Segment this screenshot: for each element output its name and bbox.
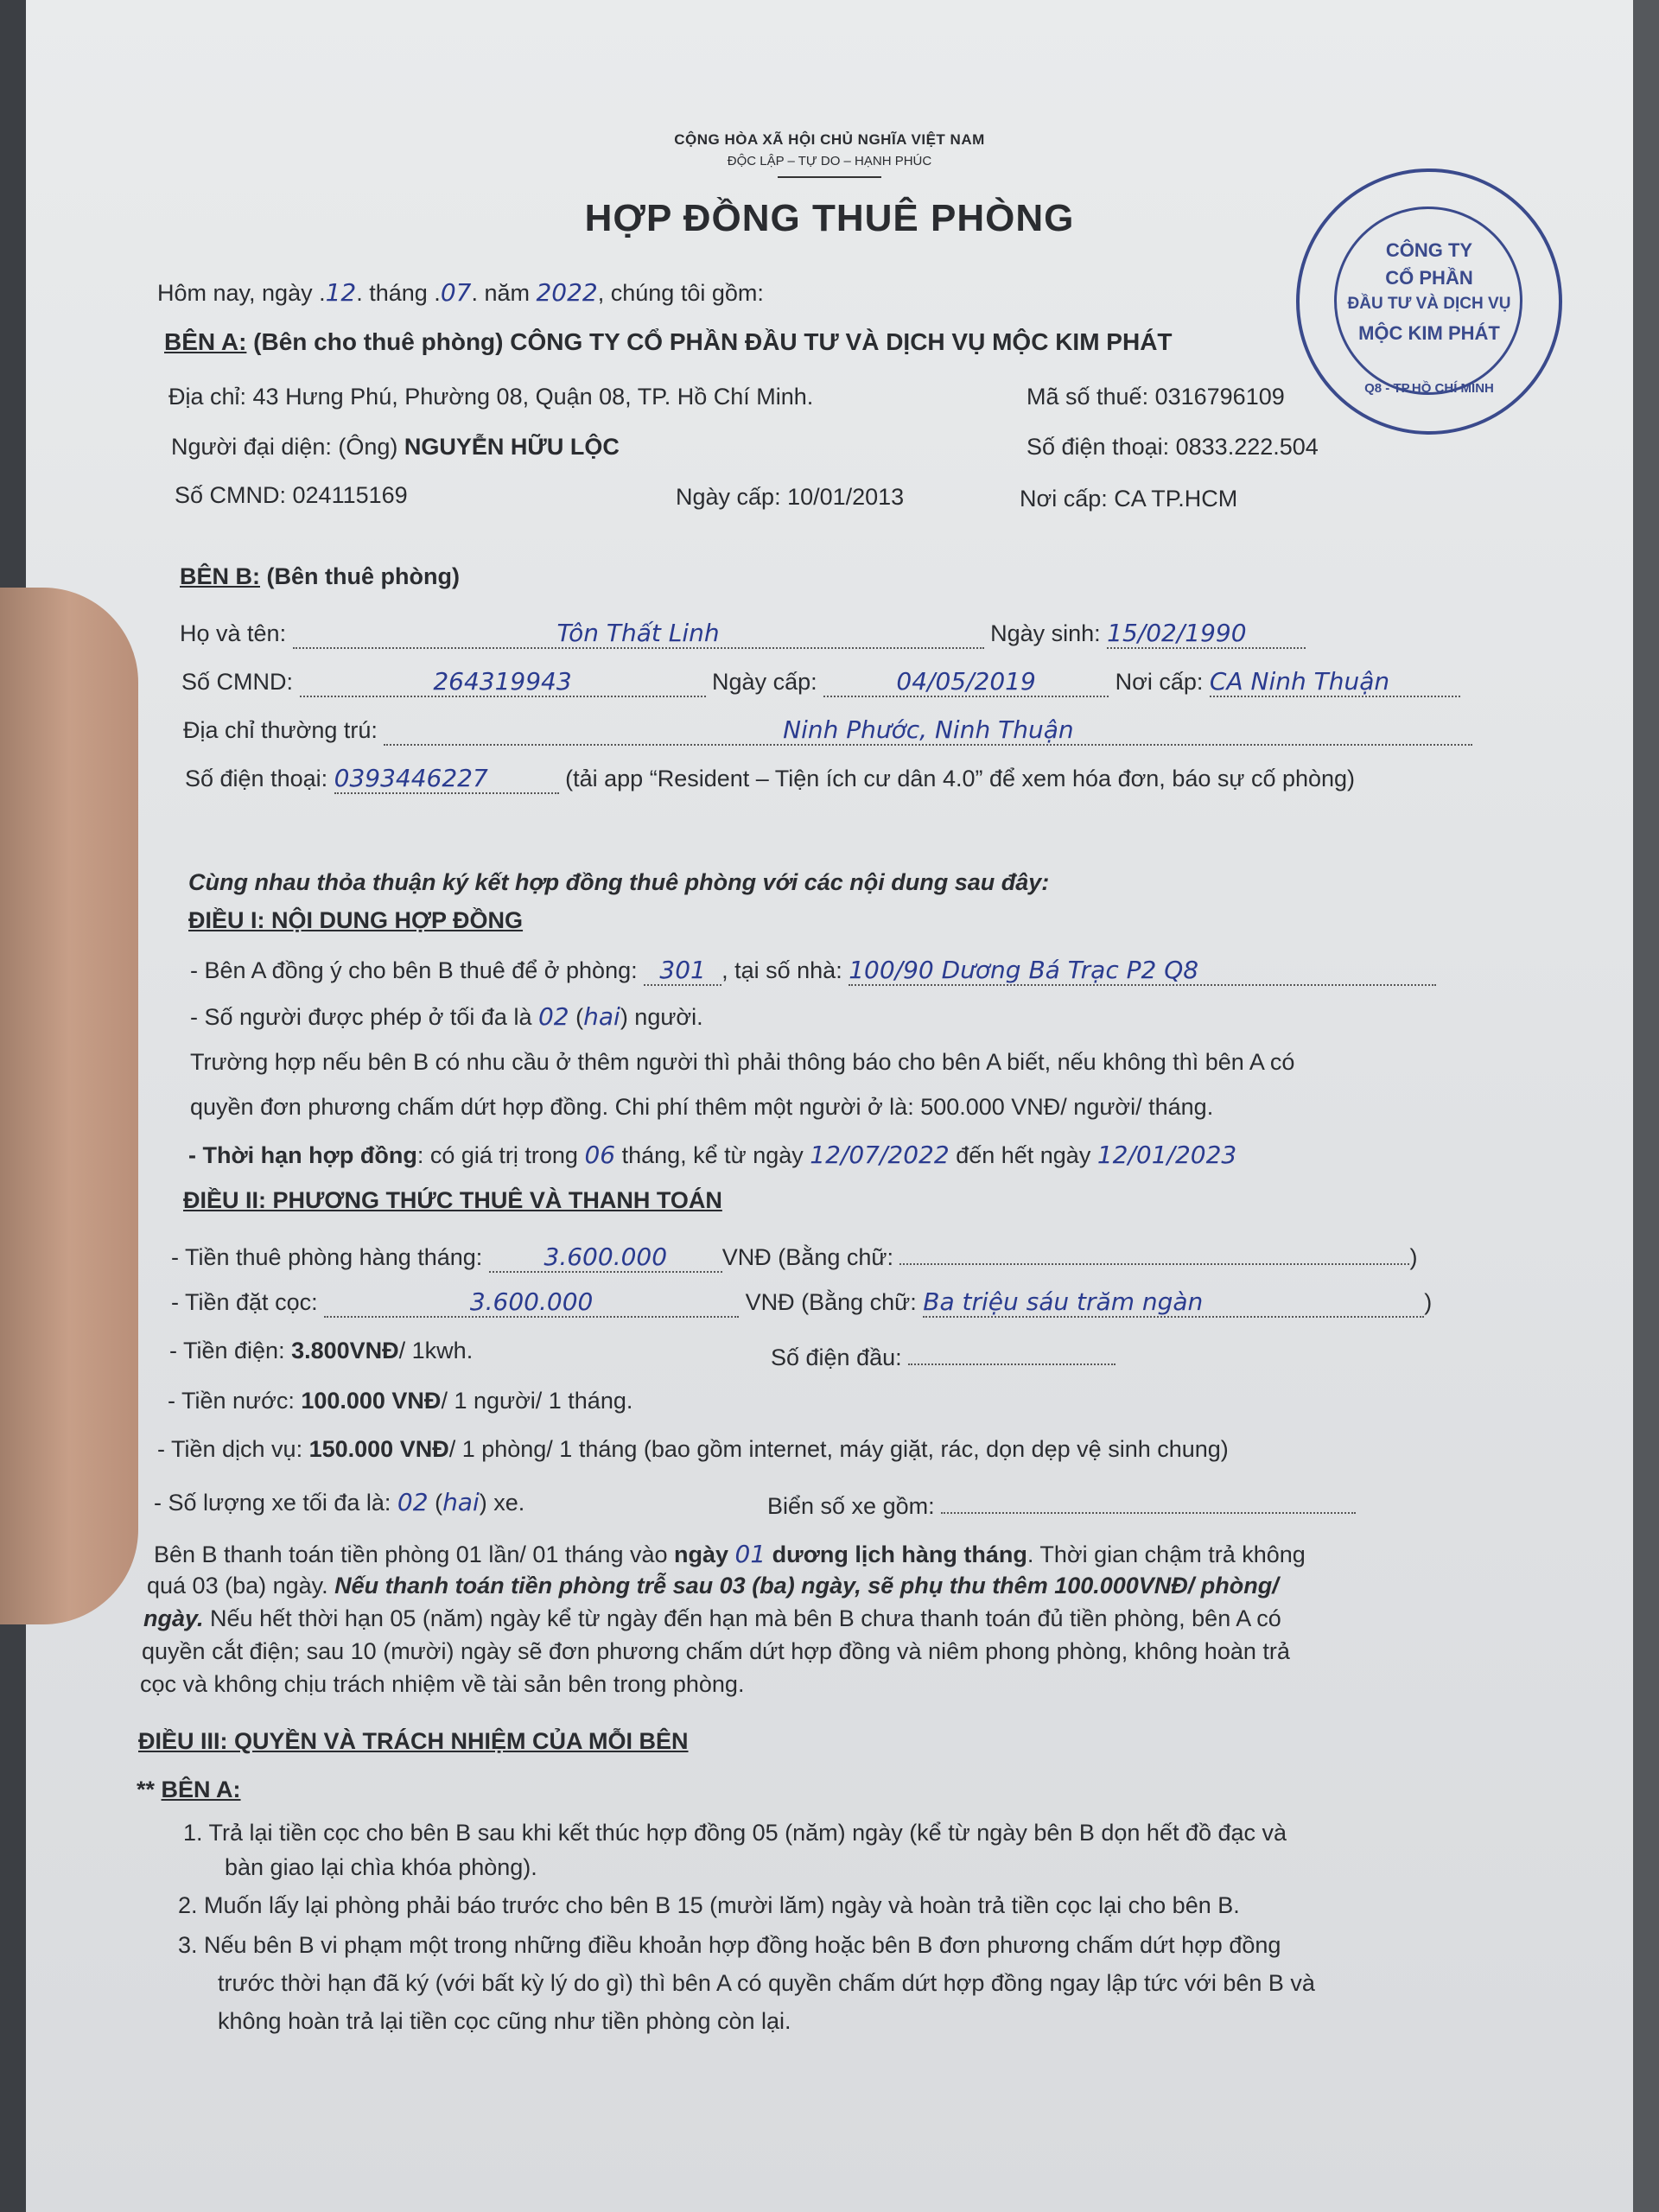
max-people-row: - Số người được phép ở tối đa là 02 (hai) người. [190,1002,703,1031]
plates-row: Biển số xe gồm: [767,1493,1356,1520]
vehicle-count-words: hai [442,1488,480,1516]
document-title: HỢP ĐỒNG THUÊ PHÒNG [584,197,1075,239]
payment-day: 01 [734,1540,766,1568]
motto: ĐỘC LẬP – TỰ DO – HẠNH PHÚC [727,154,932,168]
obligation-3b: trước thời hạn đã ký (với bất kỳ lý do gì) thì bên A có quyền chấm dứt hợp đồng ngay lập tức với bên B và [218,1970,1315,1996]
service-fee-row: - Tiền dịch vụ: 150.000 VNĐ/ 1 phòng/ 1 tháng (bao gồm internet, máy giặt, rác, dọn dẹp vệ sinh chung) [157,1436,1229,1462]
motto-divider [778,176,881,178]
room-number: 301 [659,956,706,984]
water-row: - Tiền nước: 100.000 VNĐ/ 1 người/ 1 tháng. [168,1388,633,1414]
obligation-1b: bàn giao lại chìa khóa phòng). [225,1854,537,1880]
rent-row: - Tiền thuê phòng hàng tháng: 3.600.000 VNĐ (Bằng chữ: ) [171,1243,1418,1271]
stamp-line-4: MỘC KIM PHÁT [1358,322,1500,344]
obligation-3c: không hoàn trả lại tiền cọc cũng như tiền phòng còn lại. [218,2008,791,2034]
party-b-heading: BÊN B: (Bên thuê phòng) [180,563,460,589]
payment-text-2: quá 03 (ba) ngày. Nếu thanh toán tiền phòng trễ sau 03 (ba) ngày, sẽ phụ thu thêm 100.000VNĐ/ phòng/ [147,1573,1279,1599]
tenant-dob: 15/02/1990 [1107,619,1247,647]
tenant-id: 264319943 [433,667,572,696]
term-end: 12/01/2023 [1096,1141,1237,1169]
deposit-words: Ba triệu sáu trăm ngàn [923,1287,1204,1316]
party-a-address: Địa chỉ: 43 Hưng Phú, Phường 08, Quận 08, TP. Hồ Chí Minh. [168,384,814,410]
party-a-tax-code: Mã số thuế: 0316796109 [1027,384,1285,410]
payment-text-4: quyền cắt điện; sau 10 (mười) ngày sẽ đơn phương chấm dứt hợp đồng và niêm phong phòng, không hoàn trả [142,1638,1290,1664]
stamp-line-3: ĐẦU TƯ VÀ DỊCH VỤ [1347,295,1511,313]
stamp-line-5: Q8 - TP.HỒ CHÍ MINH [1364,381,1494,396]
party-a-phone: Số điện thoại: 0833.222.504 [1027,434,1319,460]
party-a-heading: BÊN A: (Bên cho thuê phòng) CÔNG TY CỔ PHẦN ĐẦU TƯ VÀ DỊCH VỤ MỘC KIM PHÁT [164,328,1173,355]
obligation-2: 2. Muốn lấy lại phòng phải báo trước cho bên B 15 (mười lăm) ngày và hoàn trả tiền cọc lại cho bên B. [178,1892,1240,1918]
stamp-line-2: CỔ PHẦN [1385,267,1473,289]
electricity-row: - Tiền điện: 3.800VNĐ/ 1kwh. [169,1338,474,1363]
party-b-name-row: Họ và tên: Tôn Thất Linh Ngày sinh: 15/02/1990 [180,619,1306,649]
party-a-subheading: ** BÊN A: [137,1777,241,1802]
deposit-row: - Tiền đặt cọc: 3.600.000 VNĐ (Bằng chữ: Ba triệu sáu trăm ngàn ) [171,1287,1433,1316]
deposit-amount: 3.600.000 [469,1287,594,1316]
term-months: 06 [584,1141,616,1169]
tenant-phone: 0393446227 [334,764,488,792]
meter-start-row: Số điện đầu: [771,1344,1116,1371]
extra-people-text-1: Trường hợp nếu bên B có nhu cầu ở thêm người thì phải thông báo cho bên A biết, nếu không thì bên A có [190,1049,1295,1075]
thumb-holding-paper [0,588,138,1624]
contract-term-row: - Thời hạn hợp đồng: có giá trị trong 06 tháng, kể từ ngày 12/07/2022 đến hết ngày 12/01/2023 [188,1141,1237,1169]
vehicle-row: - Số lượng xe tối đa là: 02 (hai) xe. [154,1488,525,1516]
tenant-name: Tôn Thất Linh [556,619,720,647]
article-1-title: ĐIỀU I: NỘI DUNG HỢP ĐỒNG [188,907,524,933]
company-stamp [1296,168,1562,435]
obligation-3a: 3. Nếu bên B vi phạm một trong những điều khoản hợp đồng hoặc bên B đơn phương chấm dứt hợp đồng [178,1932,1281,1958]
house-address: 100/90 Dương Bá Trạc P2 Q8 [849,956,1199,984]
party-a-representative: Người đại diện: (Ông) NGUYỄN HỮU LỘC [171,434,620,460]
payment-text-1: Bên B thanh toán tiền phòng 01 lần/ 01 tháng vào ngày 01 dương lịch hàng tháng. Thời gian chậm trả không [154,1540,1306,1568]
rent-amount: 3.600.000 [543,1243,668,1271]
term-start: 12/07/2022 [810,1141,950,1169]
contract-day: 12 [325,278,357,307]
max-people-words: hai [583,1002,620,1031]
tenant-issue-date: 04/05/2019 [896,667,1036,696]
party-a-issue-date: Ngày cấp: 10/01/2013 [676,484,905,510]
nation-header: CỘNG HÒA XÃ HỘI CHỦ NGHĨA VIỆT NAM [674,131,985,148]
agreement-intro: Cùng nhau thỏa thuận ký kết hợp đồng thuê phòng với các nội dung sau đây: [188,869,1050,895]
article-2-title: ĐIỀU II: PHƯƠNG THỨC THUÊ VÀ THANH TOÁN [183,1187,722,1213]
stamp-line-1: CÔNG TY [1385,239,1473,261]
payment-text-3: ngày. Nếu hết thời hạn 05 (năm) ngày kể từ ngày đến hạn mà bên B chưa thanh toán đủ tiền phòng, bên A có [143,1605,1281,1631]
party-b-phone-row: Số điện thoại: 0393446227 (tải app “Resident – Tiện ích cư dân 4.0” để xem hóa đơn, báo sự cố phòng) [185,764,1356,792]
party-b-id-row: Số CMND: 264319943 Ngày cấp: 04/05/2019 Nơi cấp: CA Ninh Thuận [181,667,1460,697]
contract-year: 2022 [536,278,598,307]
article-3-title: ĐIỀU III: QUYỀN VÀ TRÁCH NHIỆM CỦA MỖI BÊN [138,1728,689,1754]
contract-month: 07 [440,278,472,307]
obligation-1a: 1. Trả lại tiền cọc cho bên B sau khi kết thúc hợp đồng 05 (năm) ngày (kể từ ngày bên B dọn hết đồ đạc và [183,1820,1287,1846]
room-row: - Bên A đồng ý cho bên B thuê để ở phòng: 301 , tại số nhà: 100/90 Dương Bá Trạc P2 Q8 [190,956,1436,986]
tenant-address: Ninh Phước, Ninh Thuận [783,715,1074,744]
intro-line: Hôm nay, ngày .12. tháng .07. năm 2022, chúng tôi gồm: [157,278,764,307]
party-b-address-row: Địa chỉ thường trú: Ninh Phước, Ninh Thuận [183,715,1472,746]
contract-document [26,0,1633,2212]
extra-people-text-2: quyền đơn phương chấm dứt hợp đồng. Chi phí thêm một người ở là: 500.000 VNĐ/ người/ tháng. [190,1094,1214,1120]
party-a-issue-place: Nơi cấp: CA TP.HCM [1020,486,1238,512]
party-a-id: Số CMND: 024115169 [175,482,408,508]
vehicle-count: 02 [397,1488,429,1516]
payment-text-5: cọc và không chịu trách nhiệm về tài sản bên trong phòng. [140,1671,745,1697]
max-people: 02 [537,1002,569,1031]
tenant-issue-place: CA Ninh Thuận [1209,667,1390,696]
